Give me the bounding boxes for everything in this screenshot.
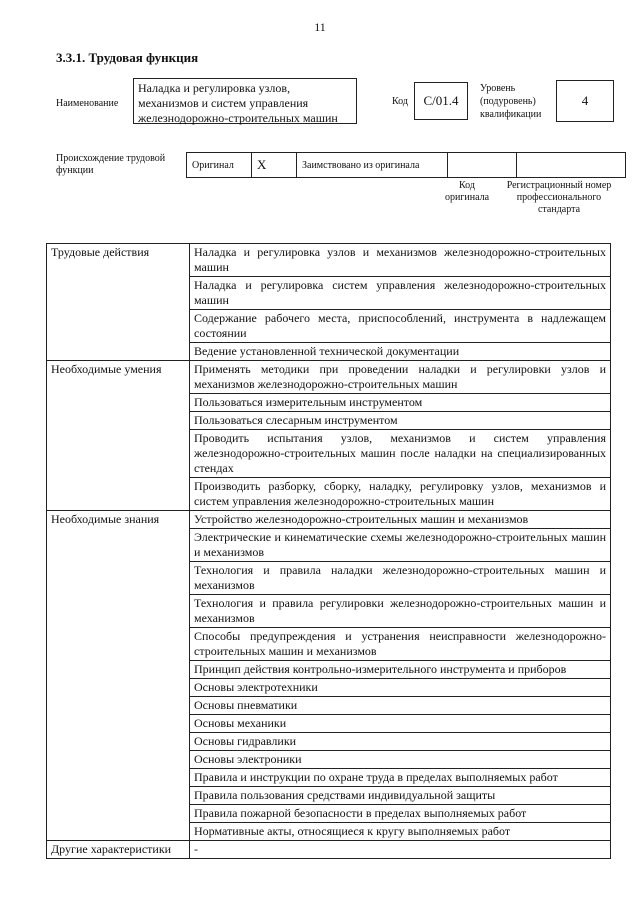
code-label: Код [392,96,408,107]
item-cell: - [190,841,611,859]
item-cell: Технология и правила наладки железнодорожно-строительных машин и механизмов [190,562,611,595]
item-cell: Пользоваться измерительным инструментом [190,394,611,412]
item-cell: Основы электротехники [190,679,611,697]
item-cell: Правила пожарной безопасности в пределах выполняемых работ [190,805,611,823]
item-cell: Проводить испытания узлов, механизмов и систем управления железнодорожно-строительных машин после наладки на специализированных стендах [190,430,611,478]
table-row [47,361,611,394]
item-cell: Наладка и регулировка систем управления железнодорожно-строительных машин [190,277,611,310]
item-cell: Электрические и кинематические схемы железнодорожно-строительных машин и механизмов [190,529,611,562]
item-cell: Применять методики при проведении наладки и регулировки узлов и механизмов железнодорожно-строительных машин [190,361,611,394]
function-table [46,243,611,859]
reg-number-cell [517,153,626,178]
section-title-cell: Необходимые знания [47,511,190,841]
item-cell: Нормативные акты, относящиеся к кругу выполняемых работ [190,823,611,841]
item-cell: Основы механики [190,715,611,733]
function-code: С/01.4 [414,82,468,120]
item-cell: Основы гидравлики [190,733,611,751]
item-cell: Основы электроники [190,751,611,769]
table-row [47,841,611,859]
item-cell: Технология и правила регулировки железнодорожно-строительных машин и механизмов [190,595,611,628]
level-label: Уровень (подуровень) квалификации [480,83,542,120]
item-cell: Правила пользования средствами индивидуальной защиты [190,787,611,805]
item-cell: Способы предупреждения и устранения неисправности железнодорожно-строительных машин и механизмов [190,628,611,661]
item-cell: Содержание рабочего места, приспособлений, инструмента в надлежащем состоянии [190,310,611,343]
section-title-cell: Трудовые действия [47,244,190,361]
section-title-cell: Необходимые умения [47,361,190,511]
original-mark: X [252,153,297,178]
item-cell: Основы пневматики [190,697,611,715]
item-cell: Правила и инструкции по охране труда в пределах выполняемых работ [190,769,611,787]
original-label: Оригинал [187,153,252,178]
qualification-level: 4 [556,80,614,122]
item-cell: Наладка и регулировка узлов и механизмов железнодорожно-строительных машин [190,244,611,277]
origin-table [186,152,626,178]
code-original-cell [448,153,517,178]
item-cell: Ведение установленной технической документации [190,343,611,361]
item-cell: Пользоваться слесарным инструментом [190,412,611,430]
section-title-cell: Другие характеристики [47,841,190,859]
item-cell: Устройство железнодорожно-строительных машин и механизмов [190,511,611,529]
item-cell: Производить разборку, сборку, наладку, регулировку узлов, механизмов и систем управления железнодорожно-строительных машин [190,478,611,511]
code-original-label: Код оригинала [444,180,490,203]
table-row [47,511,611,529]
function-name: Наладка и регулировка узлов, механизмов и систем управления железнодорожно-строительных машин [133,78,357,124]
name-label: Наименование [56,98,119,109]
section-title: 3.3.1. Трудовая функция [56,50,199,65]
page-number: 11 [314,20,326,34]
borrowed-label: Заимствовано из оригинала [297,153,448,178]
origin-label: Происхождение трудовой функции [56,153,166,176]
item-cell: Принцип действия контрольно-измерительного инструмента и приборов [190,661,611,679]
reg-number-label: Регистрационный номер профессионального стандарта [506,180,612,215]
table-row [47,244,611,277]
